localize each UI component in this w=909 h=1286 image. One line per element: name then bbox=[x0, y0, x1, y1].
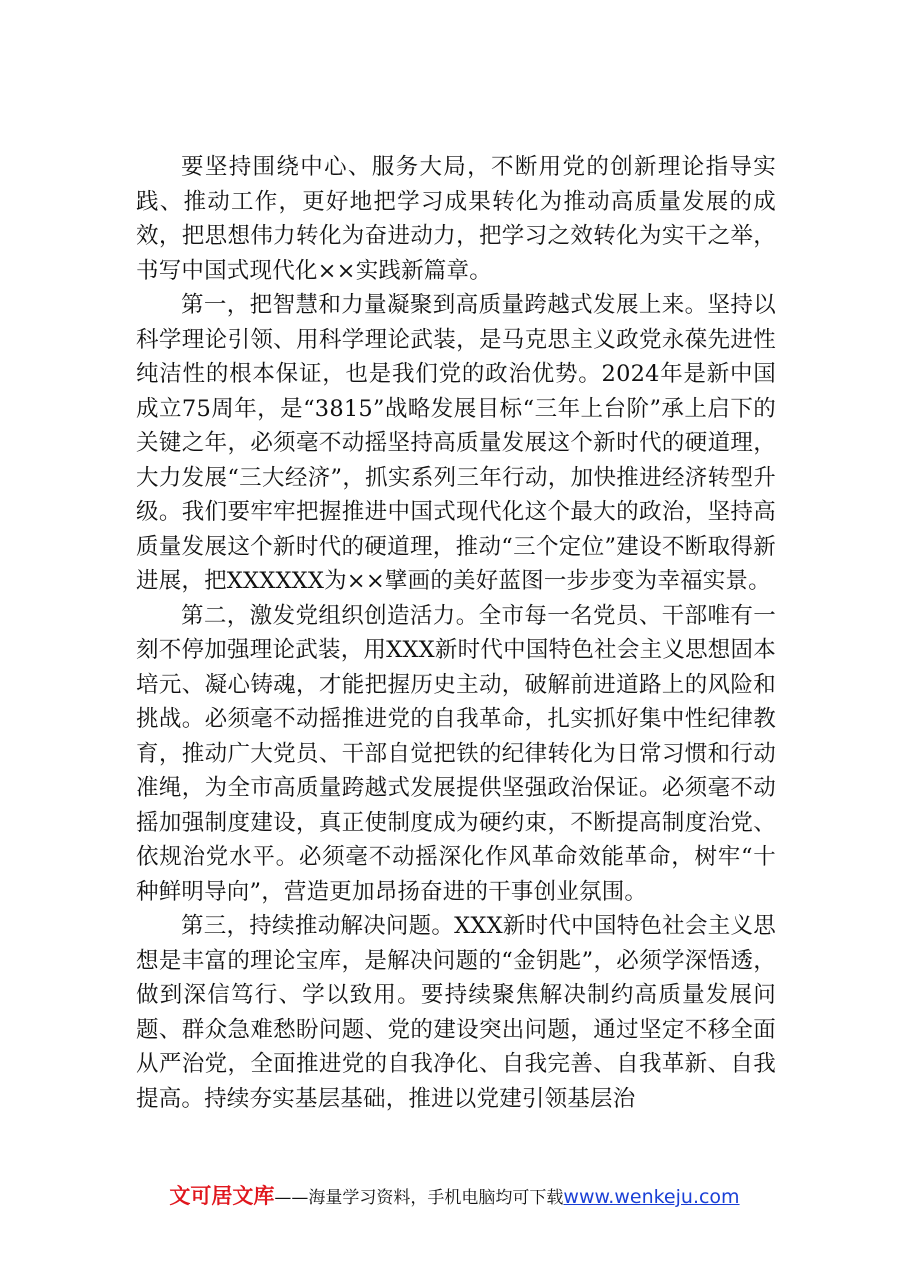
paragraph-intro: 要坚持围绕中心、服务大局，不断用党的创新理论指导实践、推动工作，更好地把学习成果转化为推动高质量发展的成效，把思想伟力转化为奋进动力，把学习之效转化为实干之举，书写中国式现代化××实践新篇章。 bbox=[136, 154, 776, 284]
footer-tagline: ——海量学习资料，手机电脑均可下载 bbox=[274, 1188, 564, 1208]
paragraph-first: 第一，把智慧和力量凝聚到高质量跨越式发展上来。坚持以科学理论引领、用科学理论武装，是马克思主义政党永葆先进性纯洁性的根本保证，也是我们党的政治优势。2024年是新中国成立75周年，是“3815”战略发展目标“三年上台阶”承上启下的关键之年，必须毫不动摇坚持高质量发展这个新时代的硬道理，大力发展“三大经济”，抓实系列三年行动，加快推进经济转型升级。我们要牢牢把握推进中国式现代化这个最大的政治，坚持高质量发展这个新时代的硬道理，推动“三个定位”建设不断取得新进展，把XXXXXX为××擘画的美好蓝图一步步变为幸福实景。 bbox=[136, 292, 776, 594]
footer-banner bbox=[0, 1180, 909, 1210]
footer-brand: 文可居文库 bbox=[169, 1184, 275, 1208]
document-body bbox=[136, 150, 776, 1116]
footer-link[interactable]: www.wenkeju.com bbox=[563, 1186, 740, 1208]
paragraph-second: 第二，激发党组织创造活力。全市每一名党员、干部唯有一刻不停加强理论武装，用XXX新时代中国特色社会主义思想固本培元、凝心铸魂，才能把握历史主动，破解前进道路上的风险和挑战。必须毫不动摇推进党的自我革命，扎实抓好集中性纪律教育，推动广大党员、干部自觉把铁的纪律转化为日常习惯和行动准绳，为全市高质量跨越式发展提供坚强政治保证。必须毫不动摇加强制度建设，真正使制度成为硬约束，不断提高制度治党、依规治党水平。必须毫不动摇深化作风革命效能革命，树牢“十种鲜明导向”，营造更加昂扬奋进的干事创业氛围。 bbox=[136, 602, 776, 905]
paragraph-third: 第三，持续推动解决问题。XXX新时代中国特色社会主义思想是丰富的理论宝库，是解决问题的“金钥匙”，必须学深悟透，做到深信笃行、学以致用。要持续聚焦解决制约高质量发展问题、群众急难愁盼问题、党的建设突出问题，通过坚定不移全面从严治党，全面推进党的自我净化、自我完善、自我革新、自我提高。持续夯实基层基础，推进以党建引领基层治 bbox=[136, 913, 776, 1112]
